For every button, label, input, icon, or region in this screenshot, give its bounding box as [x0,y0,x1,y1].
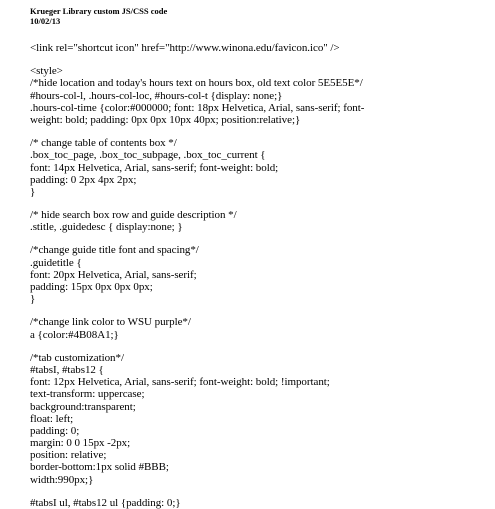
code-line: .box_toc_page, .box_toc_subpage, .box_toc_current { [30,149,266,162]
code-line: weight: bold; padding: 0px 0px 10px 40px; position:relative;} [30,113,301,126]
code-line: padding: 0; [30,424,80,437]
code-line: background:transparent; [30,400,136,413]
document-header [30,6,167,26]
code-line: #hours-col-l, .hours-col-loc, #hours-col-t {display: none;} [30,89,283,102]
block-spacer [30,486,475,497]
code-line: border-bottom:1px solid #BBB; [30,461,169,474]
code-block [30,316,475,340]
code-block [30,352,475,486]
code-line: margin: 0 0 15px -2px; [30,437,131,450]
code-line: /*hide location and today's hours text on hours box, old text color 5E5E5E*/ [30,77,363,90]
code-line: /*tab customization*/ [30,351,124,364]
code-line: .guidetitle { [30,256,82,269]
block-spacer [30,126,475,137]
block-spacer [30,198,475,209]
code-line: } [30,293,36,306]
code-line: font: 12px Helvetica, Arial, sans-serif; font-weight: bold; !important; [30,376,330,389]
code-block [30,209,475,233]
header-date: 10/02/13 [30,16,61,26]
header-title: Krueger Library custom JS/CSS code [30,6,168,16]
block-spacer [30,305,475,316]
code-line: .hours-col-time {color:#000000; font: 18px Helvetica, Arial, sans-serif; font- [30,101,365,114]
code-block [30,42,475,54]
block-spacer [30,341,475,352]
code-line: padding: 0 2px 4px 2px; [30,173,137,186]
code-line: <style> [30,65,63,78]
code-line: position: relative; [30,449,107,462]
code-line: <link rel="shortcut icon" href="http://www.winona.edu/favicon.ico" /> [30,42,340,54]
code-block [30,65,475,126]
code-line: padding: 15px 0px 0px 0px; [30,281,153,293]
code-block [30,137,475,198]
code-line: /* change table of contents box */ [30,137,177,150]
code-line: #tabsI ul, #tabs12 ul {padding: 0;} [30,496,181,509]
code-listing [30,42,475,509]
code-line: } [30,185,36,198]
code-line: /* hide search box row and guide description */ [30,209,237,222]
code-block [30,244,475,305]
code-line: #tabsI, #tabs12 { [30,363,104,376]
code-line: width:990px;} [30,473,94,486]
code-line: a {color:#4B08A1;} [30,328,119,341]
code-line: /*change link color to WSU purple*/ [30,316,191,329]
block-spacer [30,54,475,65]
block-spacer [30,233,475,244]
code-line: float: left; [30,412,74,425]
code-block [30,497,475,509]
code-line: .stitle, .guidedesc { display:none; } [30,221,183,234]
code-line: /*change guide title font and spacing*/ [30,244,199,257]
code-line: text-transform: uppercase; [30,388,145,401]
code-line: font: 14px Helvetica, Arial, sans-serif; font-weight: bold; [30,161,279,174]
code-line: font: 20px Helvetica, Arial, sans-serif; [30,268,197,281]
